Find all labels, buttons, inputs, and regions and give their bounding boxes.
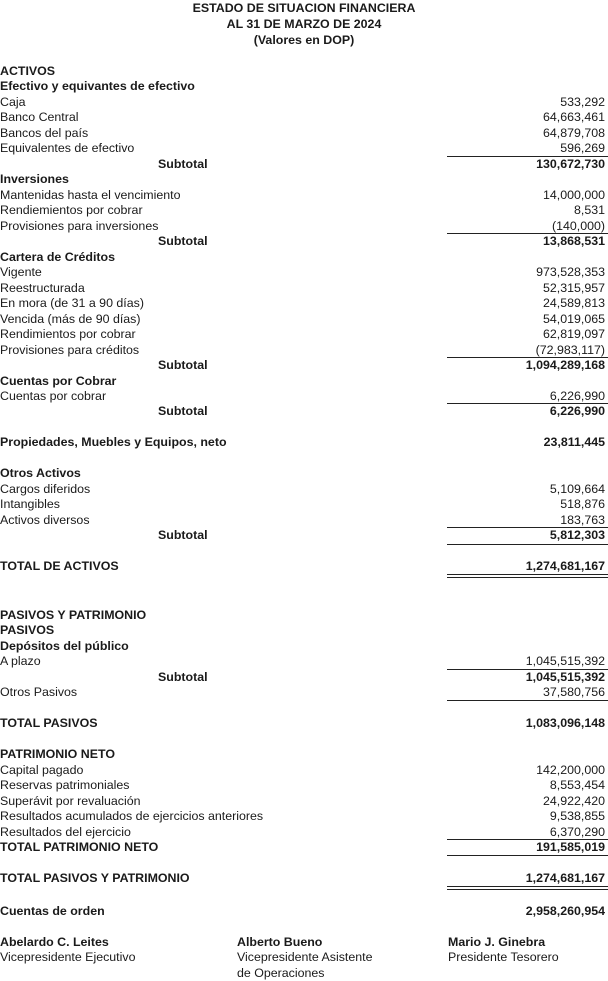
propiedades-row <box>0 435 608 450</box>
report-title: ESTADO DE SITUACION FINANCIERA <box>192 1 416 15</box>
line-item <box>0 126 608 141</box>
line-item-label: Caja <box>0 95 26 109</box>
line-item <box>0 513 608 528</box>
line-item <box>0 296 608 311</box>
line-item-value: (72,983,117) <box>535 343 605 357</box>
cuentas-orden-value: 2,958,260,954 <box>525 904 605 918</box>
total-label: TOTAL PASIVOS Y PATRIMONIO <box>0 871 190 885</box>
subtotal-row <box>0 404 608 419</box>
line-item-label: Mantenidas hasta el vencimiento <box>0 188 181 202</box>
section-title-patrimonio: PATRIMONIO NETO <box>0 747 115 761</box>
line-item-value: 6,370,290 <box>549 825 605 839</box>
line-item-label: Provisiones para inversiones <box>0 219 159 233</box>
line-item <box>0 327 608 342</box>
line-item-label: Banco Central <box>0 110 79 124</box>
cuentas-orden-row <box>0 904 608 919</box>
total-value: 1,083,096,148 <box>525 716 605 730</box>
line-item-value: 54,019,065 <box>542 312 605 326</box>
subtotal-value: 13,868,531 <box>542 234 605 248</box>
subtotal-row <box>0 157 608 172</box>
line-item-value: 24,922,420 <box>542 794 605 808</box>
report-date: AL 31 DE MARZO DE 2024 <box>226 17 382 31</box>
subtotal-row <box>0 670 608 685</box>
signatory-name: Alberto Bueno <box>237 935 323 949</box>
group-title-efectivo: Efectivo y equivantes de efectivo <box>0 79 195 93</box>
line-item-label: Reservas patrimoniales <box>0 778 130 792</box>
line-item-label: Equivalentes de efectivo <box>0 141 135 155</box>
line-item-value: 8,553,454 <box>549 778 605 792</box>
line-item-value: 64,663,461 <box>542 110 605 124</box>
line-item <box>0 95 608 110</box>
underline <box>447 855 608 856</box>
subtotal-value: 130,672,730 <box>536 157 605 171</box>
line-item <box>0 809 608 824</box>
underline <box>447 700 608 701</box>
line-item <box>0 482 608 497</box>
total-patrimonio-row <box>0 840 608 855</box>
line-item-value: 8,531 <box>573 203 605 217</box>
line-item-label: Cargos diferidos <box>0 482 91 496</box>
subtotal-row <box>0 234 608 249</box>
subtotal-label: Subtotal <box>158 234 208 248</box>
group-title-cuentas-cobrar: Cuentas por Cobrar <box>0 374 117 388</box>
line-item <box>0 343 608 358</box>
subtotal-value: 5,812,303 <box>549 528 605 542</box>
subtotal-value: 6,226,990 <box>549 404 605 418</box>
line-item-label: Rendiemientos por cobrar <box>0 203 143 217</box>
group-title-inversiones: Inversiones <box>0 172 69 186</box>
group-title-cartera: Cartera de Créditos <box>0 250 115 264</box>
subtotal-label: Subtotal <box>158 528 208 542</box>
line-item-label: Vigente <box>0 265 42 279</box>
line-item-value: 533,292 <box>560 95 605 109</box>
report-currency: (Valores en DOP) <box>253 33 355 47</box>
line-item-value: 1,045,515,392 <box>525 654 605 668</box>
subtotal-row <box>0 528 608 543</box>
line-item-value: 518,876 <box>560 497 605 511</box>
total-label: TOTAL PASIVOS <box>0 716 98 730</box>
subtotal-value: 1,045,515,392 <box>525 670 605 684</box>
line-item-label: Otros Pasivos <box>0 685 78 699</box>
section-title-pasivos-patrimonio: PASIVOS Y PATRIMONIO <box>0 608 147 622</box>
line-item-label: En mora (de 31 a 90 días) <box>0 296 144 310</box>
signatory-name: Abelardo C. Leites <box>0 935 109 949</box>
signature-block <box>237 935 372 981</box>
line-item <box>0 203 608 218</box>
total-activos-row <box>0 559 608 574</box>
line-item-label: Provisiones para créditos <box>0 343 140 357</box>
double-underline <box>447 574 608 578</box>
cuentas-orden-label: Cuentas de orden <box>0 904 105 918</box>
line-item <box>0 763 608 778</box>
signatory-title: Vicepresidente Ejecutivo <box>0 950 136 965</box>
double-underline <box>447 886 608 890</box>
underline <box>447 544 608 545</box>
propiedades-value: 23,811,445 <box>543 435 605 449</box>
line-item-label: Intangibles <box>0 497 60 511</box>
total-label: TOTAL PATRIMONIO NETO <box>0 840 159 854</box>
line-item <box>0 497 608 512</box>
line-item-label: Capital pagado <box>0 763 84 777</box>
line-item <box>0 778 608 793</box>
line-item-label: Activos diversos <box>0 513 90 527</box>
line-item-value: 24,589,813 <box>542 296 605 310</box>
line-item <box>0 389 608 404</box>
signatory-title: de Operaciones <box>237 965 325 980</box>
line-item-value: 183,763 <box>560 513 605 527</box>
line-item-label: Superávit por revaluación <box>0 794 141 808</box>
propiedades-label: Propiedades, Muebles y Equipos, neto <box>0 435 227 449</box>
signature-block <box>448 935 559 966</box>
line-item-label: Cuentas por cobrar <box>0 389 107 403</box>
line-item-value: 6,226,990 <box>549 389 605 403</box>
line-item <box>0 685 608 700</box>
line-item <box>0 141 608 156</box>
line-item-value: 52,315,957 <box>542 281 605 295</box>
section-title-activos: ACTIVOS <box>0 64 56 78</box>
line-item-label: A plazo <box>0 654 41 668</box>
line-item <box>0 110 608 125</box>
line-item <box>0 825 608 840</box>
line-item-value: 5,109,664 <box>549 482 605 496</box>
line-item-value: 62,819,097 <box>542 327 605 341</box>
subtotal-label: Subtotal <box>158 157 208 171</box>
line-item <box>0 281 608 296</box>
line-item-value: 596,269 <box>560 141 605 155</box>
line-item-value: 142,200,000 <box>536 763 605 777</box>
line-item-label: Bancos del país <box>0 126 89 140</box>
subtotal-value: 1,094,289,168 <box>525 358 605 372</box>
total-value: 1,274,681,167 <box>525 559 605 573</box>
line-item-value: 37,580,756 <box>542 685 605 699</box>
signatory-name: Mario J. Ginebra <box>448 935 546 949</box>
line-item-label: Reestructurada <box>0 281 85 295</box>
line-item-value: 9,538,855 <box>549 809 605 823</box>
signature-block <box>0 935 135 966</box>
subtotal-row <box>0 358 608 373</box>
subtotal-label: Subtotal <box>158 404 208 418</box>
line-item-label: Vencida (más de 90 días) <box>0 312 141 326</box>
line-item <box>0 312 608 327</box>
group-title-otros-activos: Otros Activos <box>0 466 81 480</box>
signatory-title: Vicepresidente Asistente <box>237 950 373 965</box>
group-title-depositos: Depósitos del público <box>0 639 129 653</box>
line-item-value: 973,528,353 <box>536 265 605 279</box>
subtotal-label: Subtotal <box>158 358 208 372</box>
line-item <box>0 654 608 669</box>
line-item <box>0 794 608 809</box>
line-item-label: Rendimientos por cobrar <box>0 327 136 341</box>
line-item-value: 14,000,000 <box>542 188 605 202</box>
line-item <box>0 265 608 280</box>
line-item <box>0 219 608 234</box>
signatory-title: Presidente Tesorero <box>448 950 559 965</box>
line-item-value: 64,879,708 <box>542 126 605 140</box>
total-label: TOTAL DE ACTIVOS <box>0 559 119 573</box>
line-item-value: (140,000) <box>551 219 605 233</box>
total-pasivos-patrimonio-row <box>0 871 608 886</box>
line-item-label: Resultados del ejercicio <box>0 825 131 839</box>
line-item-label: Resultados acumulados de ejercicios anteriores <box>0 809 264 823</box>
total-pasivos-row <box>0 716 608 731</box>
total-value: 191,585,019 <box>536 840 605 854</box>
total-value: 1,274,681,167 <box>525 871 605 885</box>
section-title-pasivos: PASIVOS <box>0 623 55 637</box>
subtotal-label: Subtotal <box>158 670 208 684</box>
line-item <box>0 188 608 203</box>
